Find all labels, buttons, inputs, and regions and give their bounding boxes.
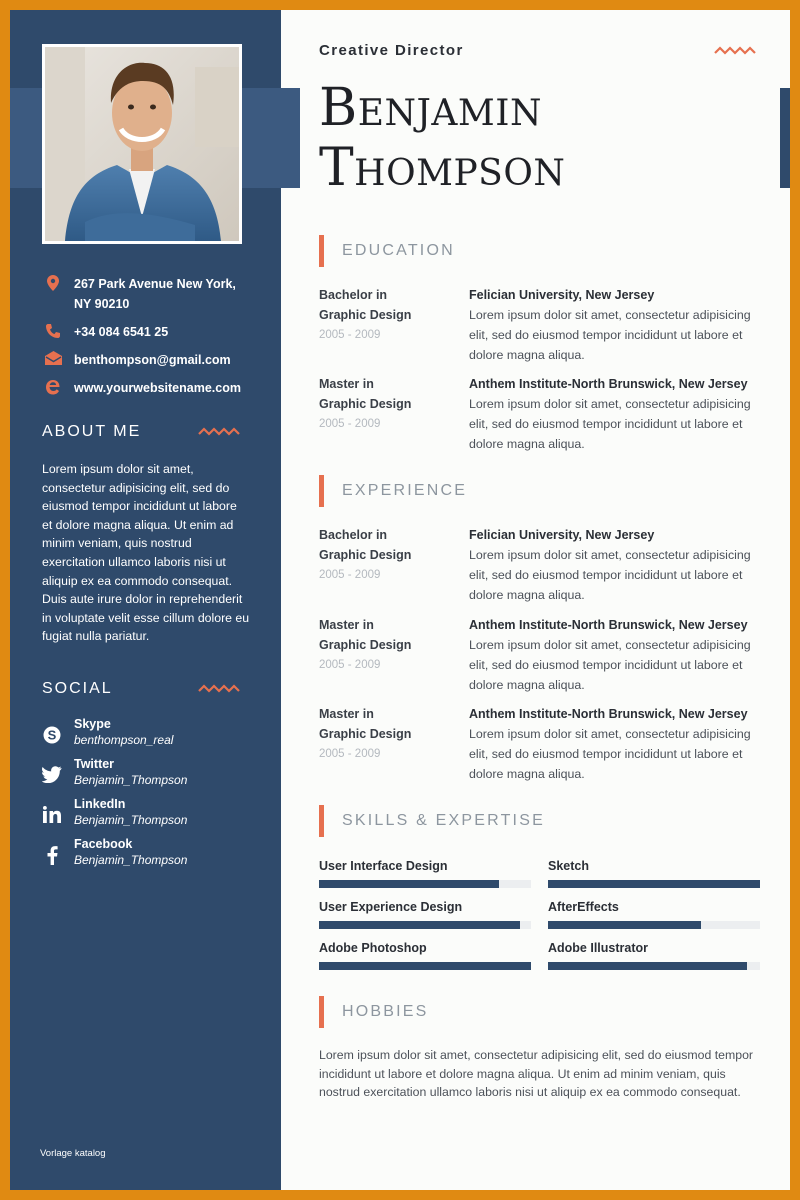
entry-years: 2005 - 2009	[319, 569, 381, 581]
education-heading: EDUCATION	[342, 242, 455, 259]
job-title: Creative Director	[319, 42, 464, 59]
entry-years: 2005 - 2009	[319, 748, 381, 760]
skill-level-fill	[319, 921, 520, 929]
skill-name: Sketch	[548, 859, 589, 873]
skill-name: Adobe Photoshop	[319, 941, 427, 955]
last-name: Thompson	[319, 138, 566, 198]
contact-address	[42, 274, 262, 314]
hobbies-heading-row	[319, 996, 429, 1028]
degree-field: Graphic Design	[319, 397, 412, 411]
skills-heading: SKILLS & EXPERTISE	[342, 812, 545, 829]
skill-name: AfterEffects	[548, 900, 619, 914]
degree-field: Graphic Design	[319, 727, 412, 741]
svg-text:S: S	[47, 727, 57, 743]
institution-name: Felician University, New Jersey	[469, 288, 655, 302]
degree-field: Graphic Design	[319, 638, 412, 652]
wave-decoration-icon	[198, 684, 242, 694]
entry-description: Lorem ipsum dolor sit amet, consectetur adipisicing elit, sed do eiusmod tempor incididunt ut labore et dolore magna aliqua.	[469, 638, 751, 692]
facebook-icon	[42, 836, 62, 865]
about-heading-row	[42, 423, 242, 441]
phone-number[interactable]: +34 084 6541 25	[74, 325, 169, 339]
twitter-icon	[42, 756, 62, 783]
location-pin-icon	[42, 274, 64, 291]
website-url[interactable]: www.yourwebsitename.com	[74, 381, 241, 395]
hobbies-heading: HOBBIES	[342, 1003, 429, 1020]
skill-bar	[319, 921, 531, 929]
degree-field: Graphic Design	[319, 308, 412, 322]
skill-level-fill	[548, 921, 701, 929]
entry-description: Lorem ipsum dolor sit amet, consectetur adipisicing elit, sed do eiusmod tempor incididunt ut labore et dolore magna aliqua.	[469, 727, 751, 781]
skill-item	[548, 858, 760, 888]
social-name: Twitter	[74, 757, 115, 771]
contact-phone	[42, 322, 262, 342]
social-handle: benthompson_real	[74, 733, 174, 747]
first-name: Benjamin	[319, 78, 543, 138]
full-name	[319, 78, 565, 198]
header-band-right	[780, 88, 790, 188]
email-icon	[42, 350, 64, 365]
skill-item	[548, 899, 760, 929]
section-marker	[319, 235, 324, 267]
profile-photo	[42, 44, 242, 244]
main-content	[281, 10, 790, 1190]
wave-decoration-icon	[198, 427, 242, 437]
footer-note: Vorlage katalog	[40, 1148, 106, 1159]
address-line-2: NY 90210	[74, 297, 130, 311]
skill-bar	[319, 880, 531, 888]
skill-item	[319, 899, 531, 929]
hobbies-text: Lorem ipsum dolor sit amet, consectetur adipisicing elit, sed do eiusmod tempor incididunt ut labore et dolore magna aliqua. Ut enim ad minim veniam, quis nostrud exercitation ullamco laboris nisi ut aliquip ex ea commodo consequat.	[319, 1048, 754, 1100]
skill-name: User Interface Design	[319, 859, 448, 873]
section-marker	[319, 475, 324, 507]
entry-description: Lorem ipsum dolor sit amet, consectetur adipisicing elit, sed do eiusmod tempor incididunt ut labore et dolore magna aliqua.	[469, 548, 751, 602]
social-item-linkedin[interactable]	[42, 796, 252, 828]
social-heading: SOCIAL	[42, 680, 113, 697]
entry-years: 2005 - 2009	[319, 329, 381, 341]
address-line-1: 267 Park Avenue New York,	[74, 277, 236, 291]
entry-years: 2005 - 2009	[319, 418, 381, 430]
about-text: Lorem ipsum dolor sit amet, consectetur adipisicing elit, sed do eiusmod tempor incididunt ut labore et dolore magna aliqua. Ut enim ad minim veniam, quis nostrud exercitation ullamco laboris nisi ut aliquip ex ea commodo consequat. Duis aute irure dolor in reprehenderit in voluptate velit esse cillum dolore eu fugiat nulla pariatur.	[42, 462, 250, 644]
degree-line: Master in	[319, 377, 374, 391]
about-heading: ABOUT ME	[42, 423, 142, 440]
portrait-image	[45, 47, 239, 241]
social-handle: Benjamin_Thompson	[74, 813, 188, 827]
phone-icon	[42, 322, 64, 339]
skill-bar	[548, 921, 760, 929]
section-marker	[319, 996, 324, 1028]
entry-description: Lorem ipsum dolor sit amet, consectetur adipisicing elit, sed do eiusmod tempor incididunt ut labore et dolore magna aliqua.	[469, 308, 751, 362]
social-heading-row	[42, 680, 242, 698]
social-name: LinkedIn	[74, 797, 126, 811]
degree-line: Bachelor in	[319, 288, 388, 302]
skill-level-fill	[548, 962, 747, 970]
contact-email	[42, 350, 262, 370]
social-name: Skype	[74, 717, 111, 731]
contact-list	[42, 274, 262, 406]
sidebar	[10, 10, 281, 1190]
social-handle: Benjamin_Thompson	[74, 853, 188, 867]
website-icon	[42, 378, 64, 395]
skill-name: User Experience Design	[319, 900, 463, 914]
social-item-facebook[interactable]	[42, 836, 252, 868]
skill-bar	[548, 880, 760, 888]
skill-bar	[548, 962, 760, 970]
experience-heading-row	[319, 475, 467, 507]
institution-name: Felician University, New Jersey	[469, 528, 655, 542]
entry-years: 2005 - 2009	[319, 659, 381, 671]
email-address[interactable]: benthompson@gmail.com	[74, 353, 231, 367]
degree-line: Master in	[319, 618, 374, 632]
social-handle: Benjamin_Thompson	[74, 773, 188, 787]
skill-item	[548, 940, 760, 970]
institution-name: Anthem Institute-North Brunswick, New Jersey	[469, 618, 748, 632]
experience-heading: EXPERIENCE	[342, 482, 468, 499]
degree-line: Bachelor in	[319, 528, 388, 542]
skill-level-fill	[548, 880, 760, 888]
degree-field: Graphic Design	[319, 548, 412, 562]
entry-description: Lorem ipsum dolor sit amet, consectetur adipisicing elit, sed do eiusmod tempor incididunt ut labore et dolore magna aliqua.	[469, 397, 751, 451]
skill-name: Adobe Illustrator	[548, 941, 649, 955]
education-heading-row	[319, 235, 455, 267]
resume-page	[10, 10, 790, 1190]
skill-bar	[319, 962, 531, 970]
linkedin-icon	[42, 796, 62, 823]
social-list	[42, 716, 252, 876]
skill-item	[319, 940, 531, 970]
social-item-skype[interactable]	[42, 716, 252, 748]
skill-level-fill	[319, 962, 531, 970]
social-item-twitter[interactable]	[42, 756, 252, 788]
institution-name: Anthem Institute-North Brunswick, New Jersey	[469, 707, 748, 721]
degree-line: Master in	[319, 707, 374, 721]
section-marker	[319, 805, 324, 837]
skill-item	[319, 858, 531, 888]
social-name: Facebook	[74, 837, 133, 851]
wave-decoration-icon	[714, 46, 758, 56]
skill-level-fill	[319, 880, 499, 888]
contact-website	[42, 378, 262, 398]
skills-heading-row	[319, 805, 545, 837]
skype-icon	[42, 716, 62, 744]
institution-name: Anthem Institute-North Brunswick, New Jersey	[469, 377, 748, 391]
